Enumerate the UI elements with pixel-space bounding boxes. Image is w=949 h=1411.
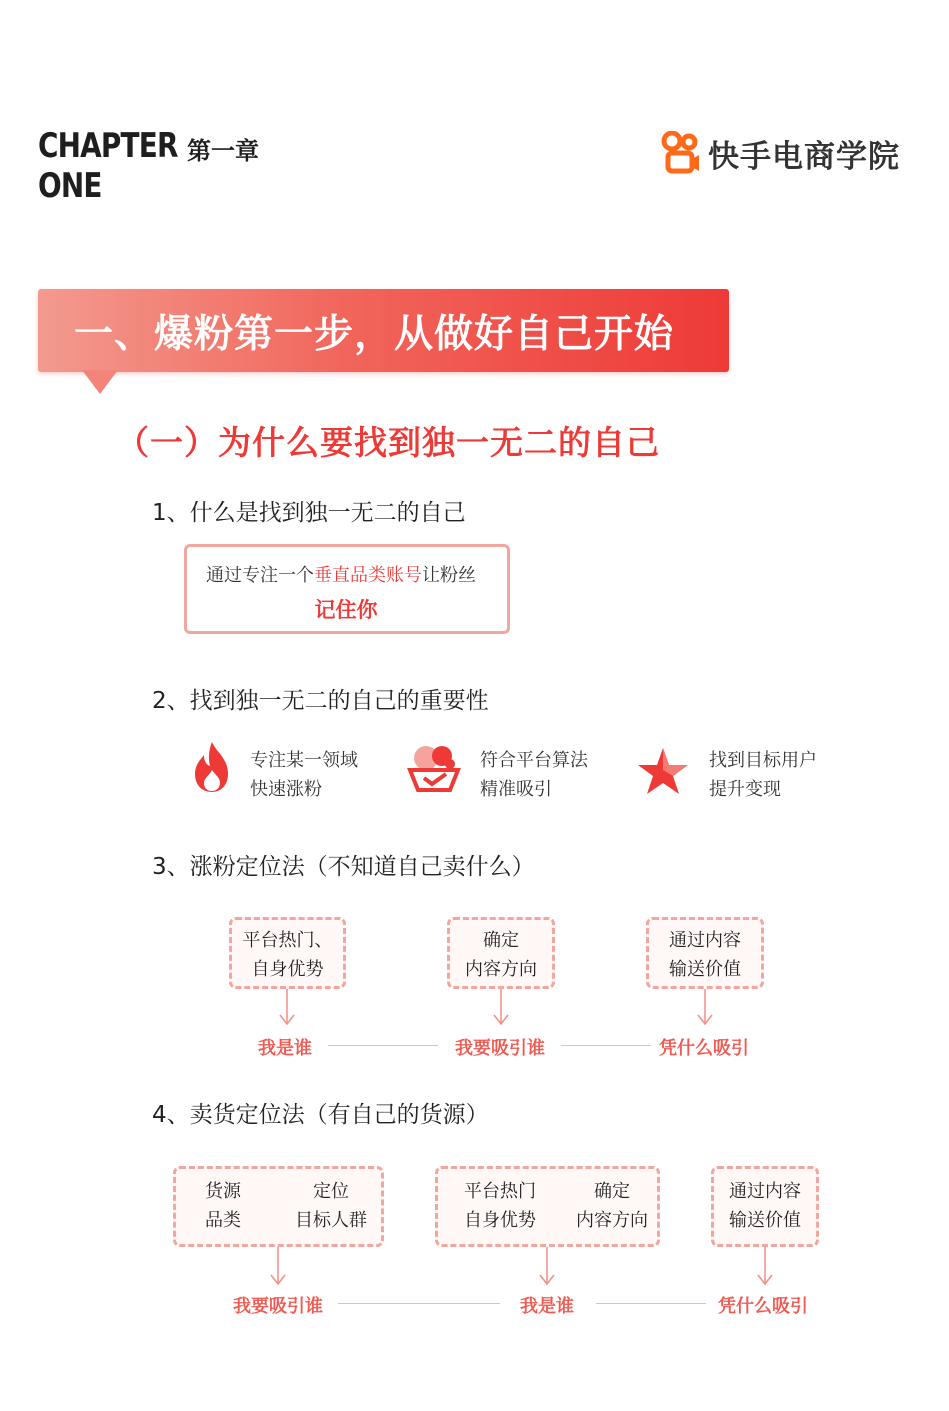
s4-label-3: 凭什么吸引 — [718, 1296, 808, 1317]
flame-icon — [190, 740, 234, 794]
s4-box-1-left — [190, 1177, 256, 1235]
importance-item-3-line2: 提升变现 — [709, 779, 781, 800]
s4-connector-2 — [596, 1303, 706, 1304]
banner-tail — [82, 370, 118, 394]
importance-item-2 — [480, 746, 588, 804]
importance-item-2-line1: 符合平台算法 — [480, 750, 588, 771]
definition-highlight: 垂直品类账号 — [314, 565, 422, 586]
definition-prefix: 通过专注一个 — [206, 565, 314, 586]
s3-box-2-line1: 确定 — [483, 930, 519, 951]
section1-title: 1、什么是找到独一无二的自己 — [152, 500, 466, 526]
s4-connector-1 — [338, 1303, 500, 1304]
chapter-line2: ONE — [38, 166, 102, 206]
s4-box-1-right-line2: 目标人群 — [295, 1210, 367, 1231]
s4-box-1-left-line2: 品类 — [205, 1210, 241, 1231]
kuaishou-logo-icon — [660, 131, 700, 175]
s4-box-2-right-line2: 内容方向 — [576, 1210, 648, 1231]
s4-box-1-left-line1: 货源 — [205, 1181, 241, 1202]
chapter-cn: 第一章 — [187, 137, 259, 165]
s3-box-2-line2: 内容方向 — [465, 959, 537, 980]
s3-label-2: 我要吸引谁 — [455, 1038, 545, 1059]
brand-logo — [660, 128, 900, 178]
star-icon — [636, 746, 690, 796]
importance-item-3 — [709, 746, 817, 804]
importance-item-2-line2: 精准吸引 — [480, 779, 552, 800]
importance-item-1 — [250, 746, 358, 804]
section2-title: 2、找到独一无二的自己的重要性 — [152, 688, 489, 714]
subsection-title: （一）为什么要找到独一无二的自己 — [116, 423, 660, 462]
s3-connector-1 — [328, 1045, 438, 1046]
s3-box-3-line2: 输送价值 — [669, 959, 741, 980]
importance-item-1-line2: 快速涨粉 — [250, 779, 322, 800]
s3-connector-2 — [561, 1045, 651, 1046]
s3-label-3: 凭什么吸引 — [659, 1038, 749, 1059]
chapter-label — [38, 126, 178, 206]
s4-box-3-text — [711, 1177, 819, 1235]
definition-line1 — [206, 561, 476, 587]
importance-item-1-line1: 专注某一领域 — [250, 750, 358, 771]
s4-label-2: 我是谁 — [520, 1296, 574, 1317]
s4-label-1: 我要吸引谁 — [233, 1296, 323, 1317]
s3-box-1-line1: 平台热门、 — [242, 930, 333, 951]
brand-name: 快手电商学院 — [708, 138, 900, 175]
s3-box-2-text — [447, 926, 555, 984]
s4-arrows — [0, 1247, 949, 1287]
s3-box-1-text — [229, 926, 346, 984]
importance-item-3-line1: 找到目标用户 — [709, 750, 817, 771]
banner-title: 一、爆粉第一步，从做好自己开始 — [74, 312, 675, 357]
s4-box-2-right-line1: 确定 — [594, 1181, 630, 1202]
s4-box-2-left-line1: 平台热门 — [464, 1181, 536, 1202]
chapter-line1: CHAPTER — [38, 126, 178, 166]
target-basket-icon — [406, 742, 462, 794]
s4-box-3-line1: 通过内容 — [729, 1181, 801, 1202]
s3-box-1-line2: 自身优势 — [251, 959, 324, 980]
section4-title: 4、卖货定位法（有自己的货源） — [152, 1102, 489, 1128]
s3-label-1: 我是谁 — [258, 1038, 312, 1059]
s4-box-3-line2: 输送价值 — [729, 1210, 801, 1231]
s4-box-2-left — [455, 1177, 545, 1235]
s3-arrows — [0, 989, 949, 1029]
s4-box-1-right-line1: 定位 — [313, 1181, 349, 1202]
s3-box-3-line1: 通过内容 — [669, 930, 741, 951]
s4-box-1-right — [284, 1177, 378, 1235]
s3-box-3-text — [646, 926, 764, 984]
definition-line2: 记住你 — [314, 598, 378, 622]
section3-title: 3、涨粉定位法（不知道自己卖什么） — [152, 854, 535, 880]
s4-box-2-left-line2: 自身优势 — [464, 1210, 536, 1231]
definition-suffix: 让粉丝 — [422, 565, 476, 586]
s4-box-2-right — [567, 1177, 657, 1235]
